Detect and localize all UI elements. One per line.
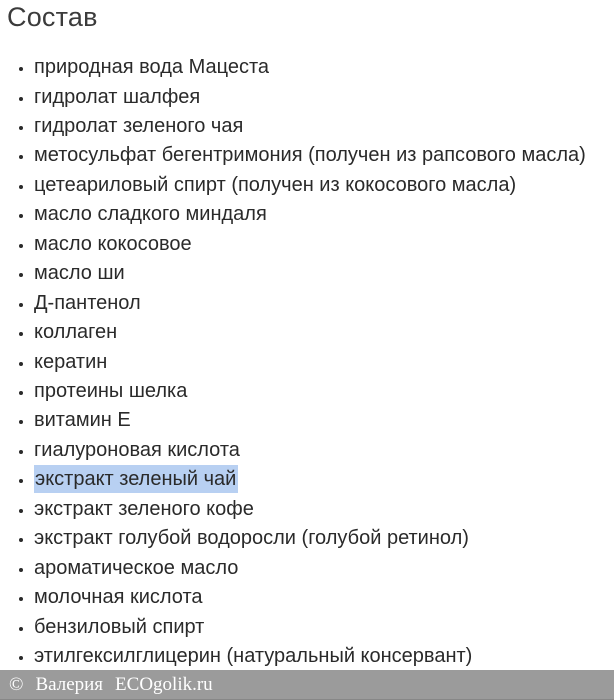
ingredient-text: кератин — [34, 350, 108, 373]
ingredient-text: цетеариловый спирт (получен из кокосового масла) — [34, 173, 517, 196]
list-item — [34, 171, 614, 200]
list-item — [34, 642, 614, 671]
list-item — [34, 230, 614, 259]
ingredient-text: гиалуроновая кислота — [34, 438, 240, 461]
ingredient-text: масло ши — [34, 262, 125, 285]
list-item — [34, 524, 614, 553]
ingredient-text: метосульфат бегентримония (получен из рапсового масла) — [34, 144, 586, 167]
watermark-bar — [0, 670, 614, 700]
list-item — [34, 200, 614, 229]
list-item — [34, 436, 614, 465]
list-item — [34, 583, 614, 612]
list-item — [34, 289, 614, 318]
page-title: Состав — [7, 2, 98, 32]
ingredient-text: масло кокосовое — [34, 232, 192, 255]
watermark-site: ECOgolik.ru — [115, 673, 213, 695]
list-item — [34, 465, 614, 494]
page — [0, 2, 614, 700]
list-item — [34, 495, 614, 524]
ingredient-text: гидролат шалфея — [34, 85, 201, 108]
list-item — [34, 406, 614, 435]
list-item — [34, 613, 614, 642]
list-item — [34, 112, 614, 141]
list-item — [34, 348, 614, 377]
ingredient-text-highlighted: экстракт зеленый чай — [34, 465, 238, 493]
ingredient-text: бензиловый спирт — [34, 615, 205, 638]
list-item — [34, 318, 614, 347]
ingredients-list — [0, 53, 614, 672]
list-item — [34, 259, 614, 288]
ingredient-text: ароматическое масло — [34, 556, 239, 579]
ingredient-text: природная вода Мацеста — [34, 56, 270, 79]
ingredient-text: протеины шелка — [34, 380, 188, 403]
ingredient-text: Д-пантенол — [34, 291, 141, 314]
watermark-author: Валерия — [35, 673, 104, 695]
list-item — [34, 377, 614, 406]
ingredient-text: коллаген — [34, 321, 118, 344]
ingredient-text: масло сладкого миндаля — [34, 203, 267, 226]
ingredient-text: этилгексилглицерин (натуральный консервант) — [34, 645, 473, 668]
ingredient-text: гидролат зеленого чая — [34, 114, 244, 137]
list-item — [34, 83, 614, 112]
ingredient-text: молочная кислота — [34, 586, 203, 609]
ingredient-text: экстракт зеленого кофе — [34, 497, 254, 520]
ingredient-text: витамин Е — [34, 409, 131, 432]
list-item — [34, 53, 614, 82]
list-item — [34, 141, 614, 170]
copyright-icon: © — [9, 673, 24, 695]
list-item — [34, 554, 614, 583]
ingredient-text: экстракт голубой водоросли (голубой ретинол) — [34, 527, 469, 550]
